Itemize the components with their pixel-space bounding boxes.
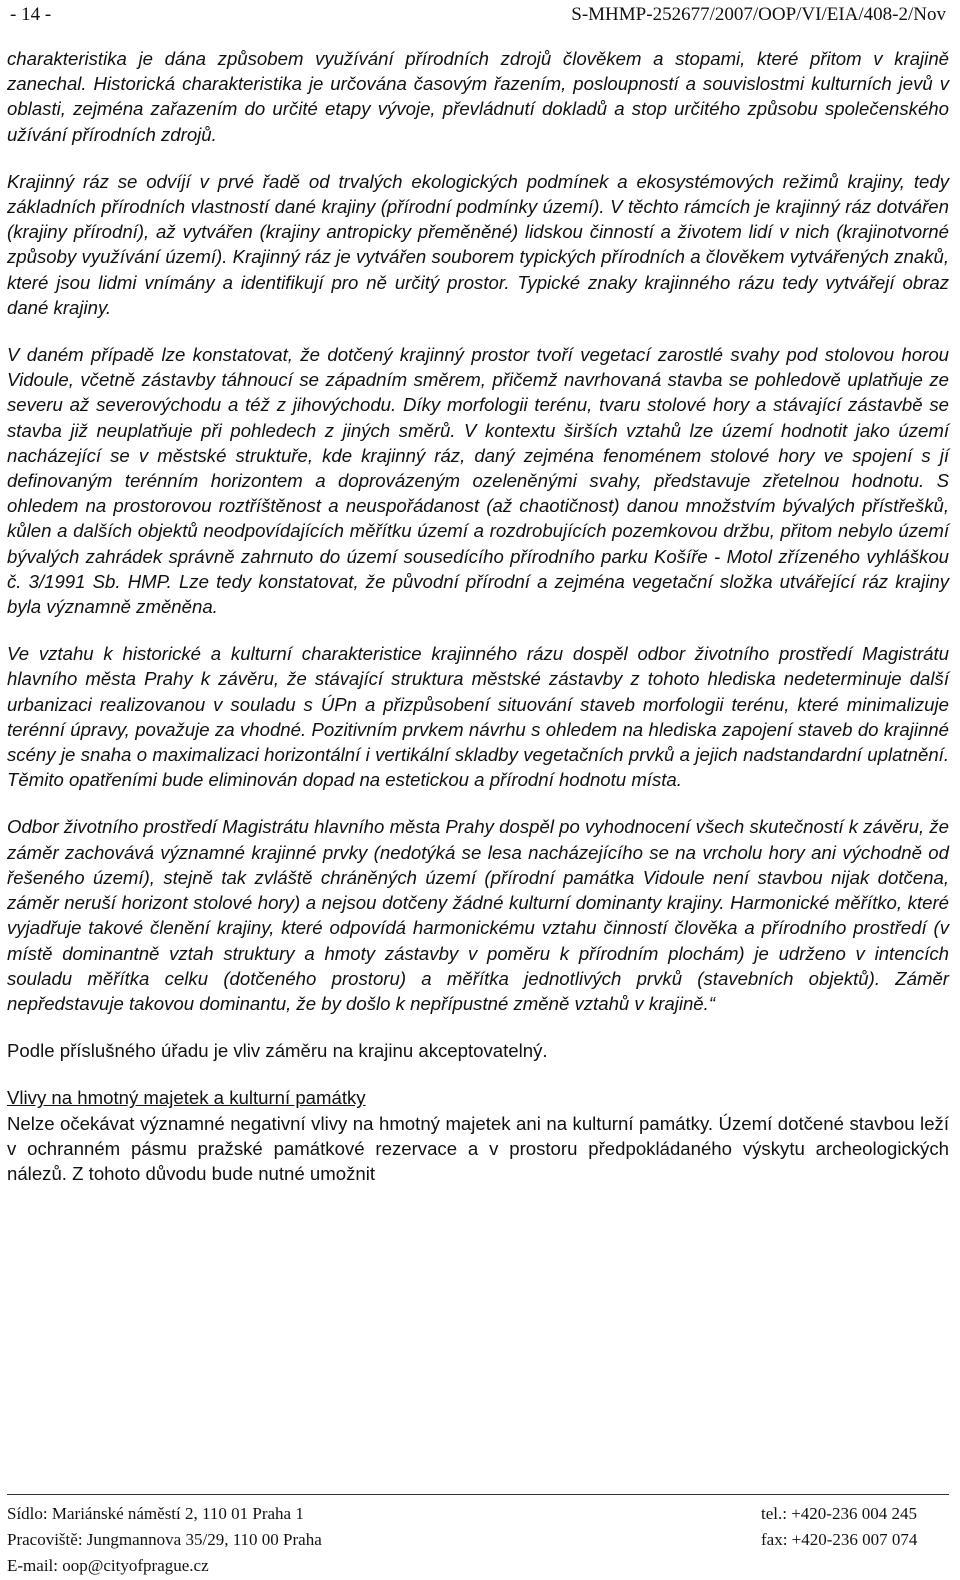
section-text: Nelze očekávat významné negativní vlivy na hmotný majetek ani na kulturní památky. Území dotčené stavbou leží v ochranném pásmu pražské památkové rezervace a v prostoru předpokládaného výskytu archeologických nálezů. Z tohoto důvodu bude nutné umožnit <box>7 1112 949 1184</box>
page-number: - 14 - <box>10 4 52 25</box>
footer-fax: fax: +420-236 007 074 <box>761 1530 918 1549</box>
paragraph-landscape-character: Krajinný ráz se odvíjí v prvé řadě od trvalých ekologických podmínek a ekosystémových režimů krajiny, tedy základních přírodních vlastností dané krajiny (přírodní podmínky území). V těchto rámcích je krajinný ráz dotvářen (krajiny přírodní), až vytvářen (krajiny antropicky přeměněné) lidskou činností a životem lidí v nich (krajinotvorné způsoby využívání území). Krajinný ráz je vytvářen souborem typických přírodních a člověkem vytvářených znaků, které jsou lidmi vnímány a identifikují pro ně určitý prostor. Typické znaky krajinného rázu tedy vytvářejí obraz dané krajiny. <box>7 170 949 318</box>
footer-address: Sídlo: Mariánské náměstí 2, 110 01 Praha 1 <box>7 1504 304 1523</box>
paragraph-assessment: V daném případě lze konstatovat, že dotčený krajinný prostor tvoří vegetací zarostlé svahy pod stolovou horou Vidoule, včetně zástavby táhnoucí se západním směrem, přičemž navrhovaná stavba se pohledově uplatňuje ze severu až severovýchodu a též z jihovýchodu. Díky morfologii terénu, tvaru stolové hory a stávající zástavbě se stavba již neuplatňuje při pohledech z jiných směrů. V kontextu širších vztahů lze území hodnotit jako území nacházející se v městské struktuře, kde krajinný ráz, daný zejména fenoménem stolové hory ve spojení s jí definovaným terénním horizontem a doprovázeným ozeleněnými svahy, představuje zřetelnou hodnotu. S ohledem na prostorovou roztříštěnost a neuspořádanost (až chaotičnost) danou množstvím bývalých přístřešků, kůlen a dalších objektů neodpovídajících měřítku území a rozdrobujících pozemkovou držbu, přitom nebylo území bývalých zahrádek správně zahrnuto do území sousedícího přírodního parku Košíře - Motol zřízeného vyhláškou č. 3/1991 Sb. HMP. Lze tedy konstatovat, že původní přírodní a zejména vegetační složka utvářející ráz krajiny byla významně změněna. <box>7 344 949 618</box>
footer-workplace: Pracoviště: Jungmannova 35/29, 110 00 Praha <box>7 1530 322 1549</box>
section-heading: Vlivy na hmotný majetek a kulturní památky <box>7 1087 366 1109</box>
document-body <box>7 46 949 1186</box>
footer-address-block <box>7 1501 322 1579</box>
document-reference: S-MHMP-252677/2007/OOP/VI/EIA/408-2/Nov <box>571 4 946 25</box>
paragraph-historical: Ve vztahu k historické a kulturní charakteristice krajinného rázu dospěl odbor životního prostředí Magistrátu hlavního města Prahy k závěru, že stávající struktura městské zástavby z tohoto hlediska nedeterminuje další urbanizaci realizovanou v souladu s ÚPn a přizpůsobení situování staveb morfologii terénu, které minimalizuje terénní úpravy, považuje za vhodné. Pozitivním prvkem návrhu s ohledem na hlediska zapojení staveb do krajinné scény je snaha o maximalizaci horizontální i vertikální skladby vegetačních prvků a jejich nadstandardní uplatnění. Těmito opatřeními bude eliminován dopad na estetickou a přírodní hodnotu místa. <box>7 643 949 791</box>
paragraph-conclusion-detail: Odbor životního prostředí Magistrátu hlavního města Prahy dospěl po vyhodnocení všech skutečností k závěru, že záměr zachovává významné krajinné prvky (nedotýká se lesa nacházejícího se na vrcholu hory ani východně od řešeného území), stejně tak zvláště chráněných území (přírodní památka Vidoule není stavbou nijak dotčena, záměr neruší horizont stolové hory) a nejsou dotčeny žádné kulturní dominanty krajiny. Harmonické měřítko, které vyjadřuje takové členění krajiny, které odpovídá harmonickému vztahu činností člověka a přírodního prostředí (v místě dominantně vztah struktury a hmoty zástavby v poměru k přírodním plochám) je udrženo v intencích souladu měřítka celku (dotčeného prostoru) a měřítka jednotlivých prvků (stavebních objektů). Záměr nepředstavuje takovou dominantu, že by došlo k nepřípustné změně vztahů v krajině.“ <box>7 816 949 1014</box>
page-header <box>10 4 946 30</box>
footer-divider <box>7 1494 949 1495</box>
footer-phone: tel.: +420-236 004 245 <box>761 1504 917 1523</box>
footer-contact-block <box>761 1501 917 1553</box>
paragraph-characteristic: charakteristika je dána způsobem využívání přírodních zdrojů člověkem a stopami, které přitom v krajině zanechal. Historická charakteristika je určována časovým řazením, posloupností a souvislostmi kulturních jevů v oblasti, zejména zařazením do určité etapy vývoje, převládnutí dokladů a stop určitého způsobu společenského užívání přírodních zdrojů. <box>7 48 949 145</box>
footer-email: E-mail: oop@cityofprague.cz <box>7 1556 209 1575</box>
paragraph-conclusion: Podle příslušného úřadu je vliv záměru na krajinu akceptovatelný. <box>7 1040 548 1062</box>
